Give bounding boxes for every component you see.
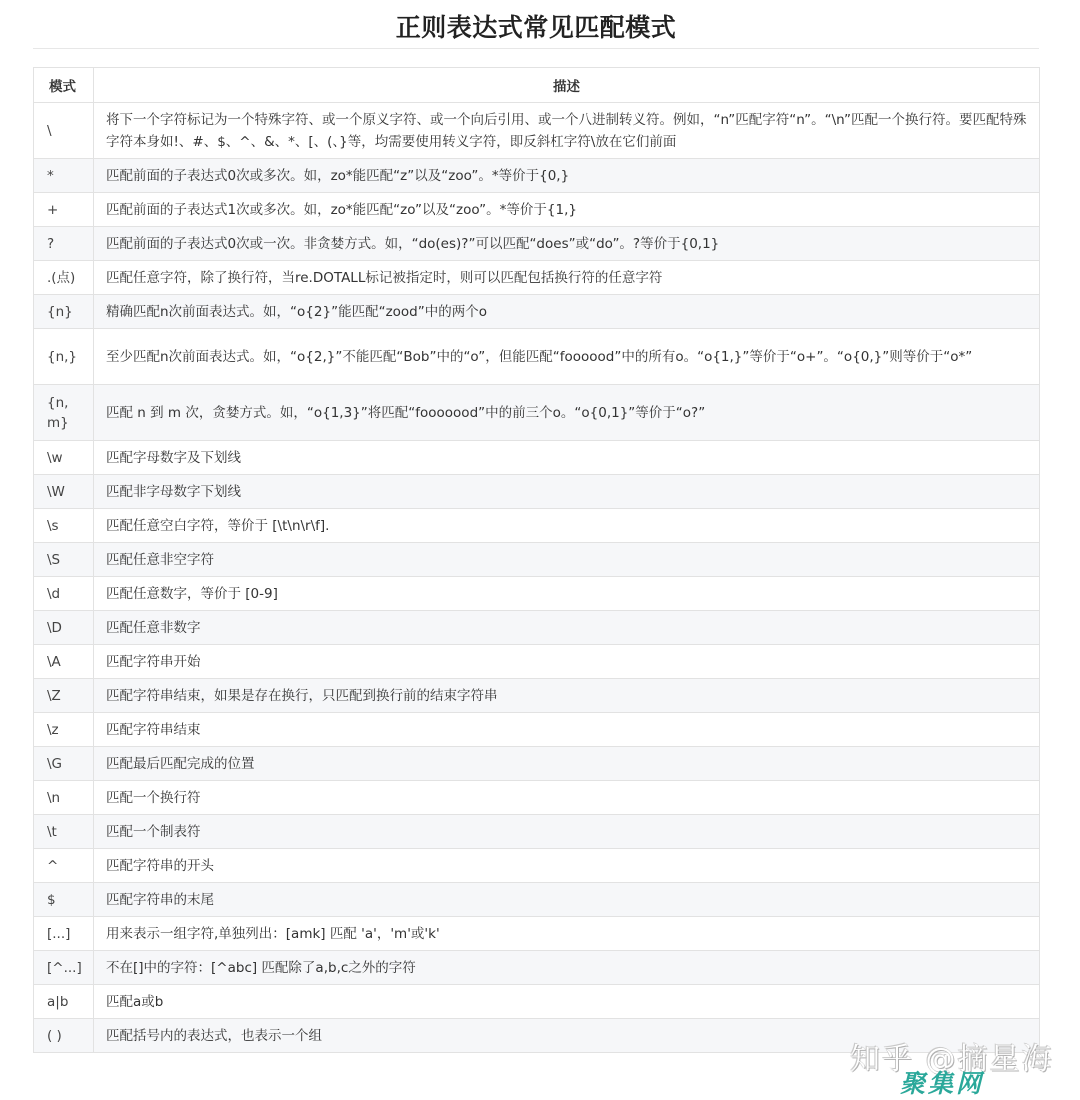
pattern-cell: \w — [34, 441, 94, 475]
pattern-cell: \s — [34, 509, 94, 543]
table-row — [34, 611, 1040, 645]
table-row — [34, 577, 1040, 611]
description-cell: 匹配非字母数字下划线 — [94, 475, 1040, 509]
description-cell: 至少匹配n次前面表达式。如，“o{2,}”不能匹配“Bob”中的“o”，但能匹配“foooood”中的所有o。“o{1,}”等价于“o+”。“o{0,}”则等价于“o*” — [94, 329, 1040, 385]
description-cell: 匹配字符串结束，如果是存在换行，只匹配到换行前的结束字符串 — [94, 679, 1040, 713]
pattern-cell: \D — [34, 611, 94, 645]
pattern-cell: a|b — [34, 985, 94, 1019]
description-cell: 匹配任意空白字符，等价于 [\t\n\r\f]. — [94, 509, 1040, 543]
description-cell: 不在[]中的字符：[^abc] 匹配除了a,b,c之外的字符 — [94, 951, 1040, 985]
column-header-pattern: 模式 — [34, 68, 94, 103]
pattern-cell: \z — [34, 713, 94, 747]
description-cell: 匹配字符串开始 — [94, 645, 1040, 679]
column-header-description: 描述 — [94, 68, 1040, 103]
pattern-cell: {n,} — [34, 329, 94, 385]
description-cell: 匹配 n 到 m 次，贪婪方式。如，“o{1,3}”将匹配“fooooood”中的前三个o。“o{0,1}”等价于“o?” — [94, 385, 1040, 441]
table-row — [34, 227, 1040, 261]
table-row — [34, 385, 1040, 441]
table-row — [34, 747, 1040, 781]
pattern-cell: [^...] — [34, 951, 94, 985]
table-row — [34, 815, 1040, 849]
table-row — [34, 159, 1040, 193]
description-cell: 匹配前面的子表达式1次或多次。如，zo*能匹配“zo”以及“zoo”。*等价于{1,} — [94, 193, 1040, 227]
description-cell: 匹配前面的子表达式0次或多次。如，zo*能匹配“z”以及“zoo”。*等价于{0,} — [94, 159, 1040, 193]
pattern-cell: ^ — [34, 849, 94, 883]
description-cell: 匹配一个换行符 — [94, 781, 1040, 815]
description-cell: 用来表示一组字符,单独列出：[amk] 匹配 'a'，'m'或'k' — [94, 917, 1040, 951]
pattern-cell: [...] — [34, 917, 94, 951]
table-row — [34, 509, 1040, 543]
pattern-cell: \G — [34, 747, 94, 781]
description-cell: 精确匹配n次前面表达式。如，“o{2}”能匹配“zood”中的两个o — [94, 295, 1040, 329]
table-row — [34, 917, 1040, 951]
table-row — [34, 951, 1040, 985]
table-row — [34, 475, 1040, 509]
description-cell: 匹配任意数字，等价于 [0-9] — [94, 577, 1040, 611]
table-row — [34, 645, 1040, 679]
description-cell: 匹配最后匹配完成的位置 — [94, 747, 1040, 781]
table-row — [34, 679, 1040, 713]
description-cell: 匹配字符串的末尾 — [94, 883, 1040, 917]
description-cell: 匹配任意字符，除了换行符，当re.DOTALL标记被指定时，则可以匹配包括换行符的任意字符 — [94, 261, 1040, 295]
table-row — [34, 261, 1040, 295]
description-cell: 匹配a或b — [94, 985, 1040, 1019]
description-cell: 匹配任意非数字 — [94, 611, 1040, 645]
description-cell: 匹配字母数字及下划线 — [94, 441, 1040, 475]
pattern-cell: $ — [34, 883, 94, 917]
table-row — [34, 329, 1040, 385]
pattern-cell: {n, m} — [34, 385, 94, 441]
description-cell: 将下一个字符标记为一个特殊字符、或一个原义字符、或一个向后引用、或一个八进制转义符。例如，“n”匹配字符“n”。“\n”匹配一个换行符。要匹配特殊字符本身如!、#、$、^、&、*、[、(、}等，均需要使用转义字符，即反斜杠字符\放在它们前面 — [94, 103, 1040, 159]
table-row — [34, 103, 1040, 159]
pattern-cell: \n — [34, 781, 94, 815]
regex-patterns-table — [33, 67, 1040, 1053]
description-cell: 匹配一个制表符 — [94, 815, 1040, 849]
table-row — [34, 713, 1040, 747]
table-row — [34, 193, 1040, 227]
title-divider — [33, 48, 1039, 49]
table-row — [34, 441, 1040, 475]
description-cell: 匹配字符串的开头 — [94, 849, 1040, 883]
pattern-cell: \ — [34, 103, 94, 159]
table-header-row — [34, 68, 1040, 103]
pattern-cell: + — [34, 193, 94, 227]
pattern-cell: .(点) — [34, 261, 94, 295]
table-row — [34, 985, 1040, 1019]
zhihu-watermark: 知乎 @摘星海 — [850, 1042, 1054, 1077]
pattern-cell: \Z — [34, 679, 94, 713]
table-row — [34, 781, 1040, 815]
pattern-cell: \d — [34, 577, 94, 611]
description-cell: 匹配前面的子表达式0次或一次。非贪婪方式。如，“do(es)?”可以匹配“does”或“do”。?等价于{0,1} — [94, 227, 1040, 261]
pattern-cell: \S — [34, 543, 94, 577]
pattern-cell: \W — [34, 475, 94, 509]
pattern-cell: \A — [34, 645, 94, 679]
pattern-cell: * — [34, 159, 94, 193]
description-cell: 匹配括号内的表达式，也表示一个组 — [94, 1019, 1040, 1053]
site-logo: 聚集网 — [900, 1069, 985, 1098]
pattern-cell: ? — [34, 227, 94, 261]
table-row — [34, 849, 1040, 883]
description-cell: 匹配任意非空字符 — [94, 543, 1040, 577]
pattern-cell: {n} — [34, 295, 94, 329]
table-row — [34, 883, 1040, 917]
page-title: 正则表达式常见匹配模式 — [395, 13, 677, 42]
table-row — [34, 295, 1040, 329]
pattern-cell: ( ) — [34, 1019, 94, 1053]
table-row — [34, 543, 1040, 577]
description-cell: 匹配字符串结束 — [94, 713, 1040, 747]
pattern-cell: \t — [34, 815, 94, 849]
